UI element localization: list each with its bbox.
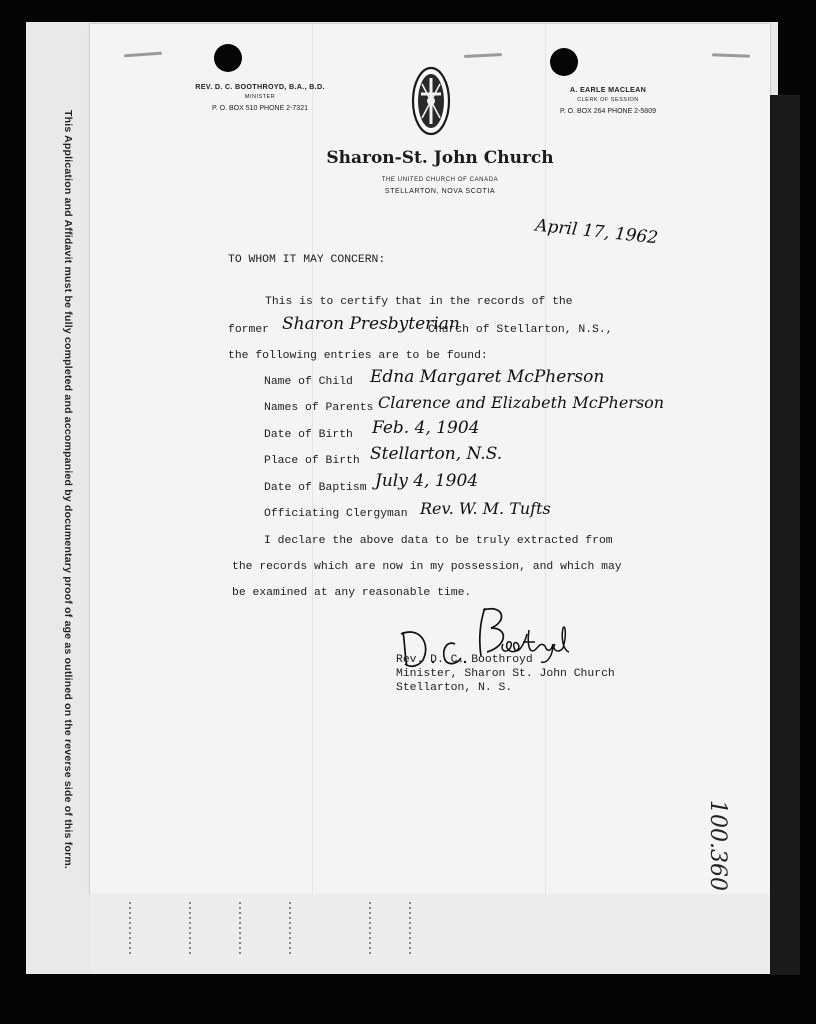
church-subtitle: THE UNITED CHURCH OF CANADA STELLARTON, NOVA SCOTIA [381, 177, 499, 195]
entry-value-clergyman: Rev. W. M. Tufts [420, 499, 551, 518]
intro-line-1: This is to certify that in the records of the [265, 296, 573, 308]
intro-line-3: the following entries are to be found: [228, 350, 488, 362]
entry-label-parents: Names of Parents [264, 402, 374, 414]
entry-label-clergyman: Officiating Clergyman [264, 508, 408, 520]
certificate-letter [90, 24, 770, 894]
entry-label-baptism-date: Date of Baptism [264, 482, 367, 494]
handwritten-church-name: Sharon Presbyterian [282, 314, 460, 334]
entry-value-baptism-date: July 4, 1904 [375, 471, 479, 491]
entry-value-birth-place: Stellarton, N.S. [370, 444, 503, 464]
declaration-line-2: the records which are now in my possession, and which may [232, 561, 622, 573]
entry-value-birth-date: Feb. 4, 1904 [372, 418, 480, 438]
intro-former: former [228, 324, 270, 336]
header-clerk: A. EARLE MACLEAN CLERK OF SESSION P. O. BOX 264 PHONE 2-5809 [560, 85, 656, 115]
declaration-line-1: I declare the above data to be truly extracted from [264, 535, 613, 547]
staple [124, 52, 162, 58]
salutation: TO WHOM IT MAY CONCERN: [228, 254, 386, 266]
signature-block-name: Rev. D. C. Boothroyd [396, 654, 533, 666]
staple [712, 53, 750, 57]
church-emblem-icon [410, 66, 452, 136]
punch-hole [214, 44, 242, 72]
header-minister: REV. D. C. BOOTHROYD, B.A., B.D. MINISTER P. O. BOX 510 PHONE 2-7321 [195, 82, 325, 112]
staple [464, 53, 502, 58]
punch-hole [550, 48, 578, 76]
form-edge-shadow [770, 95, 800, 975]
intro-line-2-end: Church of Stellarton, N.S., [428, 324, 613, 336]
underlying-form-bottom [90, 894, 770, 974]
handwritten-date: April 17, 1962 [534, 215, 659, 249]
signature-block-title: Minister, Sharon St. John Church [396, 668, 615, 680]
entry-value-parents: Clarence and Elizabeth McPherson [378, 393, 665, 412]
entry-label-child: Name of Child [264, 376, 353, 388]
signature-block-location: Stellarton, N. S. [396, 682, 513, 694]
entry-label-birth-place: Place of Birth [264, 455, 360, 467]
declaration-line-3: be examined at any reasonable time. [232, 587, 472, 599]
edge-handwritten-number: 100.360 [705, 800, 730, 891]
form-dotted-lines [90, 894, 770, 974]
entry-value-child: Edna Margaret McPherson [370, 367, 605, 387]
entry-label-birth-date: Date of Birth [264, 429, 353, 441]
church-name: Sharon-St. John Church [326, 148, 554, 168]
